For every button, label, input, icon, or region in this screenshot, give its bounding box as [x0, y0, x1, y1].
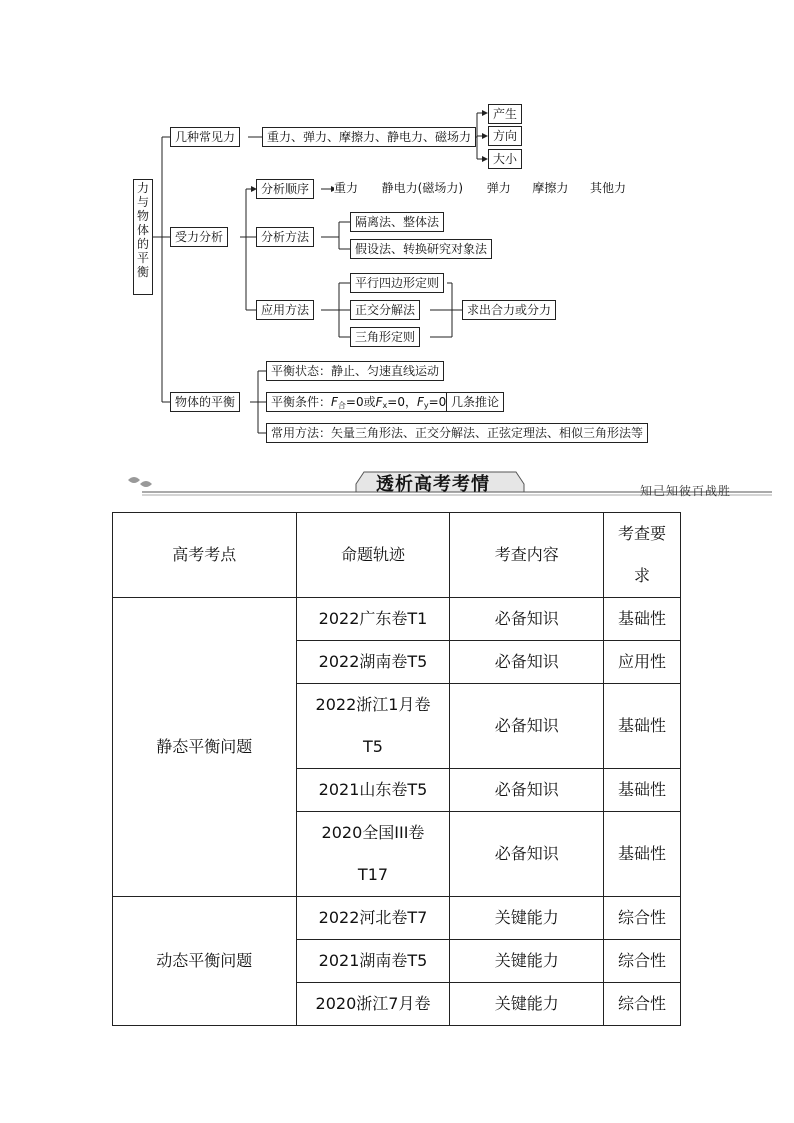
track-cell: 2020全国III卷T17	[296, 812, 450, 897]
seq-item: 弹力	[486, 181, 511, 195]
track-cell: 2022湖南卷T5	[296, 641, 450, 684]
cond-symbol: F	[416, 395, 424, 409]
method-hypothesis: 假设法、转换研究对象法	[350, 239, 492, 259]
mindmap-root	[133, 179, 153, 295]
track-cell: 2021山东卷T5	[296, 769, 450, 812]
orthogonal-decomposition: 正交分解法	[350, 300, 420, 320]
equilibrium-state: 平衡状态：静止、匀速直线运动	[266, 361, 444, 381]
cond-text: =0或	[345, 395, 376, 409]
requirement-cell: 应用性	[604, 641, 681, 684]
content-cell: 必备知识	[450, 812, 604, 897]
force-list: 重力、弹力、摩擦力、静电力、磁场力	[262, 127, 476, 147]
banner-subtitle: 知己知彼百战胜	[640, 484, 732, 498]
requirement-cell: 基础性	[604, 684, 681, 769]
cond-sub: x	[382, 401, 388, 410]
header-track: 命题轨迹	[296, 513, 450, 598]
track-cell: 2020浙江7月卷	[296, 983, 450, 1026]
cond-text: =0，	[387, 395, 417, 409]
table-row	[113, 598, 681, 641]
leaf-icon	[128, 477, 140, 483]
requirement-cell: 基础性	[604, 769, 681, 812]
apply-method: 应用方法	[256, 300, 314, 320]
leaf-magnitude: 大小	[488, 149, 522, 169]
cond-prefix: 平衡条件：	[271, 395, 332, 409]
root-char: 衡	[136, 265, 149, 279]
content-cell: 关键能力	[450, 897, 604, 940]
seq-item: 摩擦力	[532, 181, 569, 195]
seq-item: 静电力(磁场力)	[381, 181, 464, 195]
topic-cell: 动态平衡问题	[113, 897, 297, 1026]
leaf-icon	[140, 481, 152, 487]
leaf-origin: 产生	[488, 104, 522, 124]
requirement-cell: 综合性	[604, 983, 681, 1026]
seq-item: 其他力	[590, 181, 627, 195]
table-header-row	[113, 513, 681, 598]
header-topic: 高考考点	[113, 513, 297, 598]
common-methods: 常用方法：矢量三角形法、正交分解法、正弦定理法、相似三角形法等	[266, 423, 648, 443]
cond-text: =0	[428, 395, 447, 409]
leaf-direction: 方向	[488, 126, 522, 146]
content-cell: 必备知识	[450, 598, 604, 641]
header-content: 考查内容	[450, 513, 604, 598]
content-cell: 必备知识	[450, 769, 604, 812]
triangle-rule: 三角形定则	[350, 327, 420, 347]
root-char: 与	[136, 195, 149, 209]
parallelogram-rule: 平行四边形定则	[350, 273, 444, 293]
analysis-method: 分析方法	[256, 227, 314, 247]
root-char: 力	[136, 181, 149, 195]
seq-item: 重力	[334, 181, 359, 195]
requirement-cell: 基础性	[604, 812, 681, 897]
content-cell: 关键能力	[450, 940, 604, 983]
root-char: 体	[136, 223, 149, 237]
topic-cell: 静态平衡问题	[113, 598, 297, 897]
banner-title: 透析高考考情	[376, 474, 490, 495]
requirement-cell: 基础性	[604, 598, 681, 641]
method-isolation: 隔离法、整体法	[350, 212, 444, 232]
table-row	[113, 897, 681, 940]
branch-common-forces: 几种常见力	[170, 127, 240, 147]
requirement-cell: 综合性	[604, 897, 681, 940]
content-cell: 必备知识	[450, 641, 604, 684]
track-cell: 2022河北卷T7	[296, 897, 450, 940]
track-cell: 2022浙江1月卷T5	[296, 684, 450, 769]
track-cell: 2021湖南卷T5	[296, 940, 450, 983]
branch-force-analysis: 受力分析	[170, 227, 228, 247]
content-cell: 关键能力	[450, 983, 604, 1026]
root-char: 平	[136, 251, 149, 265]
requirement-cell: 综合性	[604, 940, 681, 983]
cond-symbol: F	[375, 395, 383, 409]
cond-sub: 合	[337, 401, 346, 410]
apply-result: 求出合力或分力	[462, 300, 556, 320]
branch-equilibrium: 物体的平衡	[170, 392, 240, 412]
equilibrium-condition	[266, 392, 451, 412]
header-requirement: 考查要求	[604, 513, 681, 598]
cond-symbol: F	[331, 395, 338, 409]
content-cell: 必备知识	[450, 684, 604, 769]
cond-sub: y	[423, 401, 429, 410]
exam-table	[112, 512, 681, 1026]
condition-result: 几条推论	[446, 392, 504, 412]
root-char: 的	[136, 237, 149, 251]
order-sequence	[334, 179, 652, 199]
track-cell: 2022广东卷T1	[296, 598, 450, 641]
root-char: 物	[136, 209, 149, 223]
analysis-order: 分析顺序	[256, 179, 314, 199]
